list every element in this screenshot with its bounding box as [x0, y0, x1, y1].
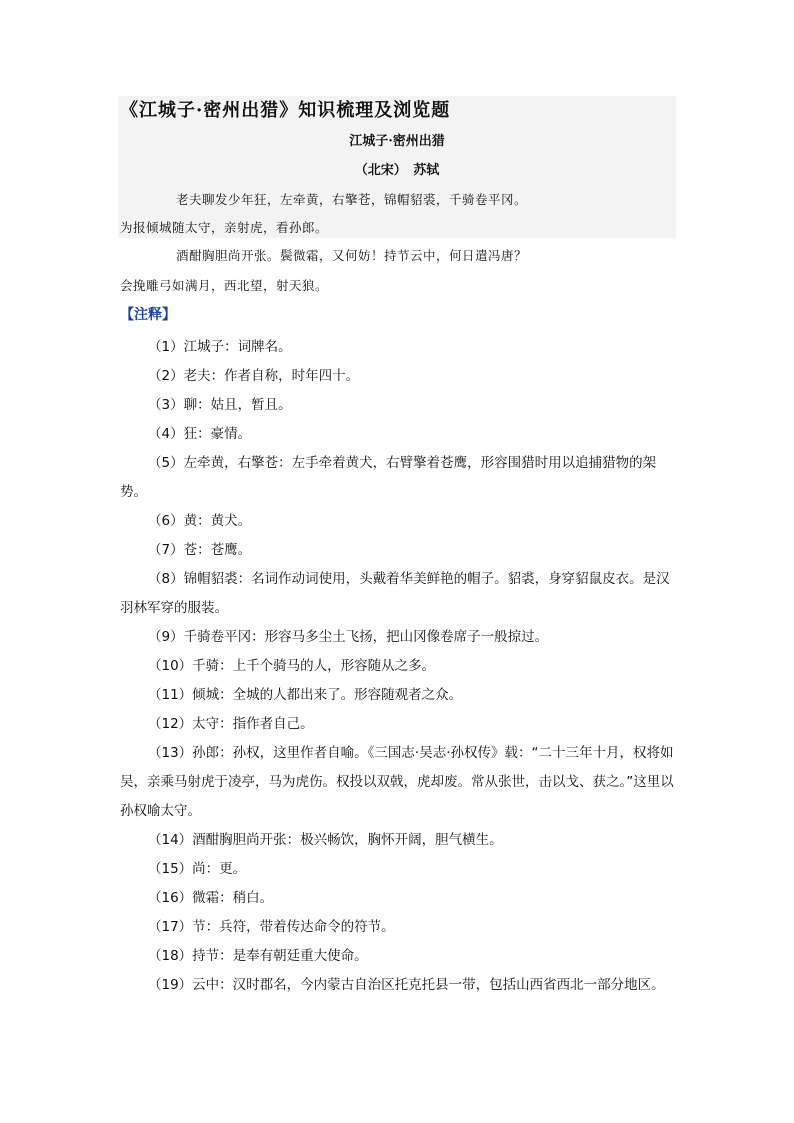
note-item: （12）太守：指作者自己。: [148, 716, 314, 732]
poem-line: 会挽雕弓如满月，西北望，射天狼。: [120, 278, 329, 293]
note-item: （2）老夫：作者自称，时年四十。: [148, 368, 360, 384]
note-item: （4）狂：豪情。: [148, 426, 252, 442]
notes-heading: 【注释】: [120, 307, 176, 323]
note-item: （3）聊：姑且，暂且。: [148, 397, 292, 413]
note-item: （5）左牵黄，右擎苍：左手牵着黄犬，右臂擎着苍鹰，形容围猎时用以追捕猎物的架势。: [120, 455, 657, 500]
notes-list: [120, 333, 680, 1000]
note-item: （16）微霜：稍白。: [148, 890, 274, 906]
note-item: （18）持节：是奉有朝廷重大使命。: [148, 948, 368, 964]
poem-line: 老夫聊发少年狂，左牵黄，右擎苍，锦帽貂裘，千骑卷平冈。: [176, 192, 528, 207]
note-item: （9）千骑卷平冈：形容马多尘土飞扬，把山冈像卷席子一般掠过。: [148, 629, 549, 645]
note-item: （17）节：兵符，带着传达命令的符节。: [148, 919, 395, 935]
poem-line: 酒酣胸胆尚开张。鬓微霜，又何妨！持节云中，何日遣冯唐？: [176, 248, 528, 263]
note-item: （7）苍：苍鹰。: [148, 542, 252, 558]
poem-title: 江城子·密州出猎: [349, 134, 445, 149]
note-item: （13）孙郎：孙权，这里作者自喻。《三国志·吴志·孙权传》载：“二十三年十月，权将如吴，亲乘马射虎于凌亭，马为虎伤。权投以双戟，虎却废。常从张世，击以戈、获之。”这里以孙权喻太守。: [120, 745, 674, 819]
document-title: 《江城子·密州出猎》知识梳理及浏览题: [120, 100, 451, 121]
note-item: （8）锦帽貂裘：名词作动词使用，头戴着华美鲜艳的帽子。貂裘，身穿貂鼠皮衣。是汉羽林军穿的服装。: [120, 571, 670, 616]
note-item: （6）黄：黄犬。: [148, 513, 252, 529]
note-item: （11）倾城：全城的人都出来了。形容随观者之众。: [148, 687, 463, 703]
poem-author: （北宋） 苏轼: [354, 163, 440, 178]
poem-line: 为报倾城随太守，亲射虎，看孙郎。: [120, 220, 329, 235]
note-item: （15）尚：更。: [148, 861, 247, 877]
note-item: （19）云中：汉时郡名，今内蒙古自治区托克托县一带，包括山西省西北一部分地区。: [148, 977, 665, 993]
note-item: （10）千骑：上千个骑马的人，形容随从之多。: [148, 658, 436, 674]
note-item: （1）江城子：词牌名。: [148, 339, 292, 355]
note-item: （14）酒酣胸胆尚开张：极兴畅饮，胸怀开阔，胆气横生。: [148, 832, 503, 848]
